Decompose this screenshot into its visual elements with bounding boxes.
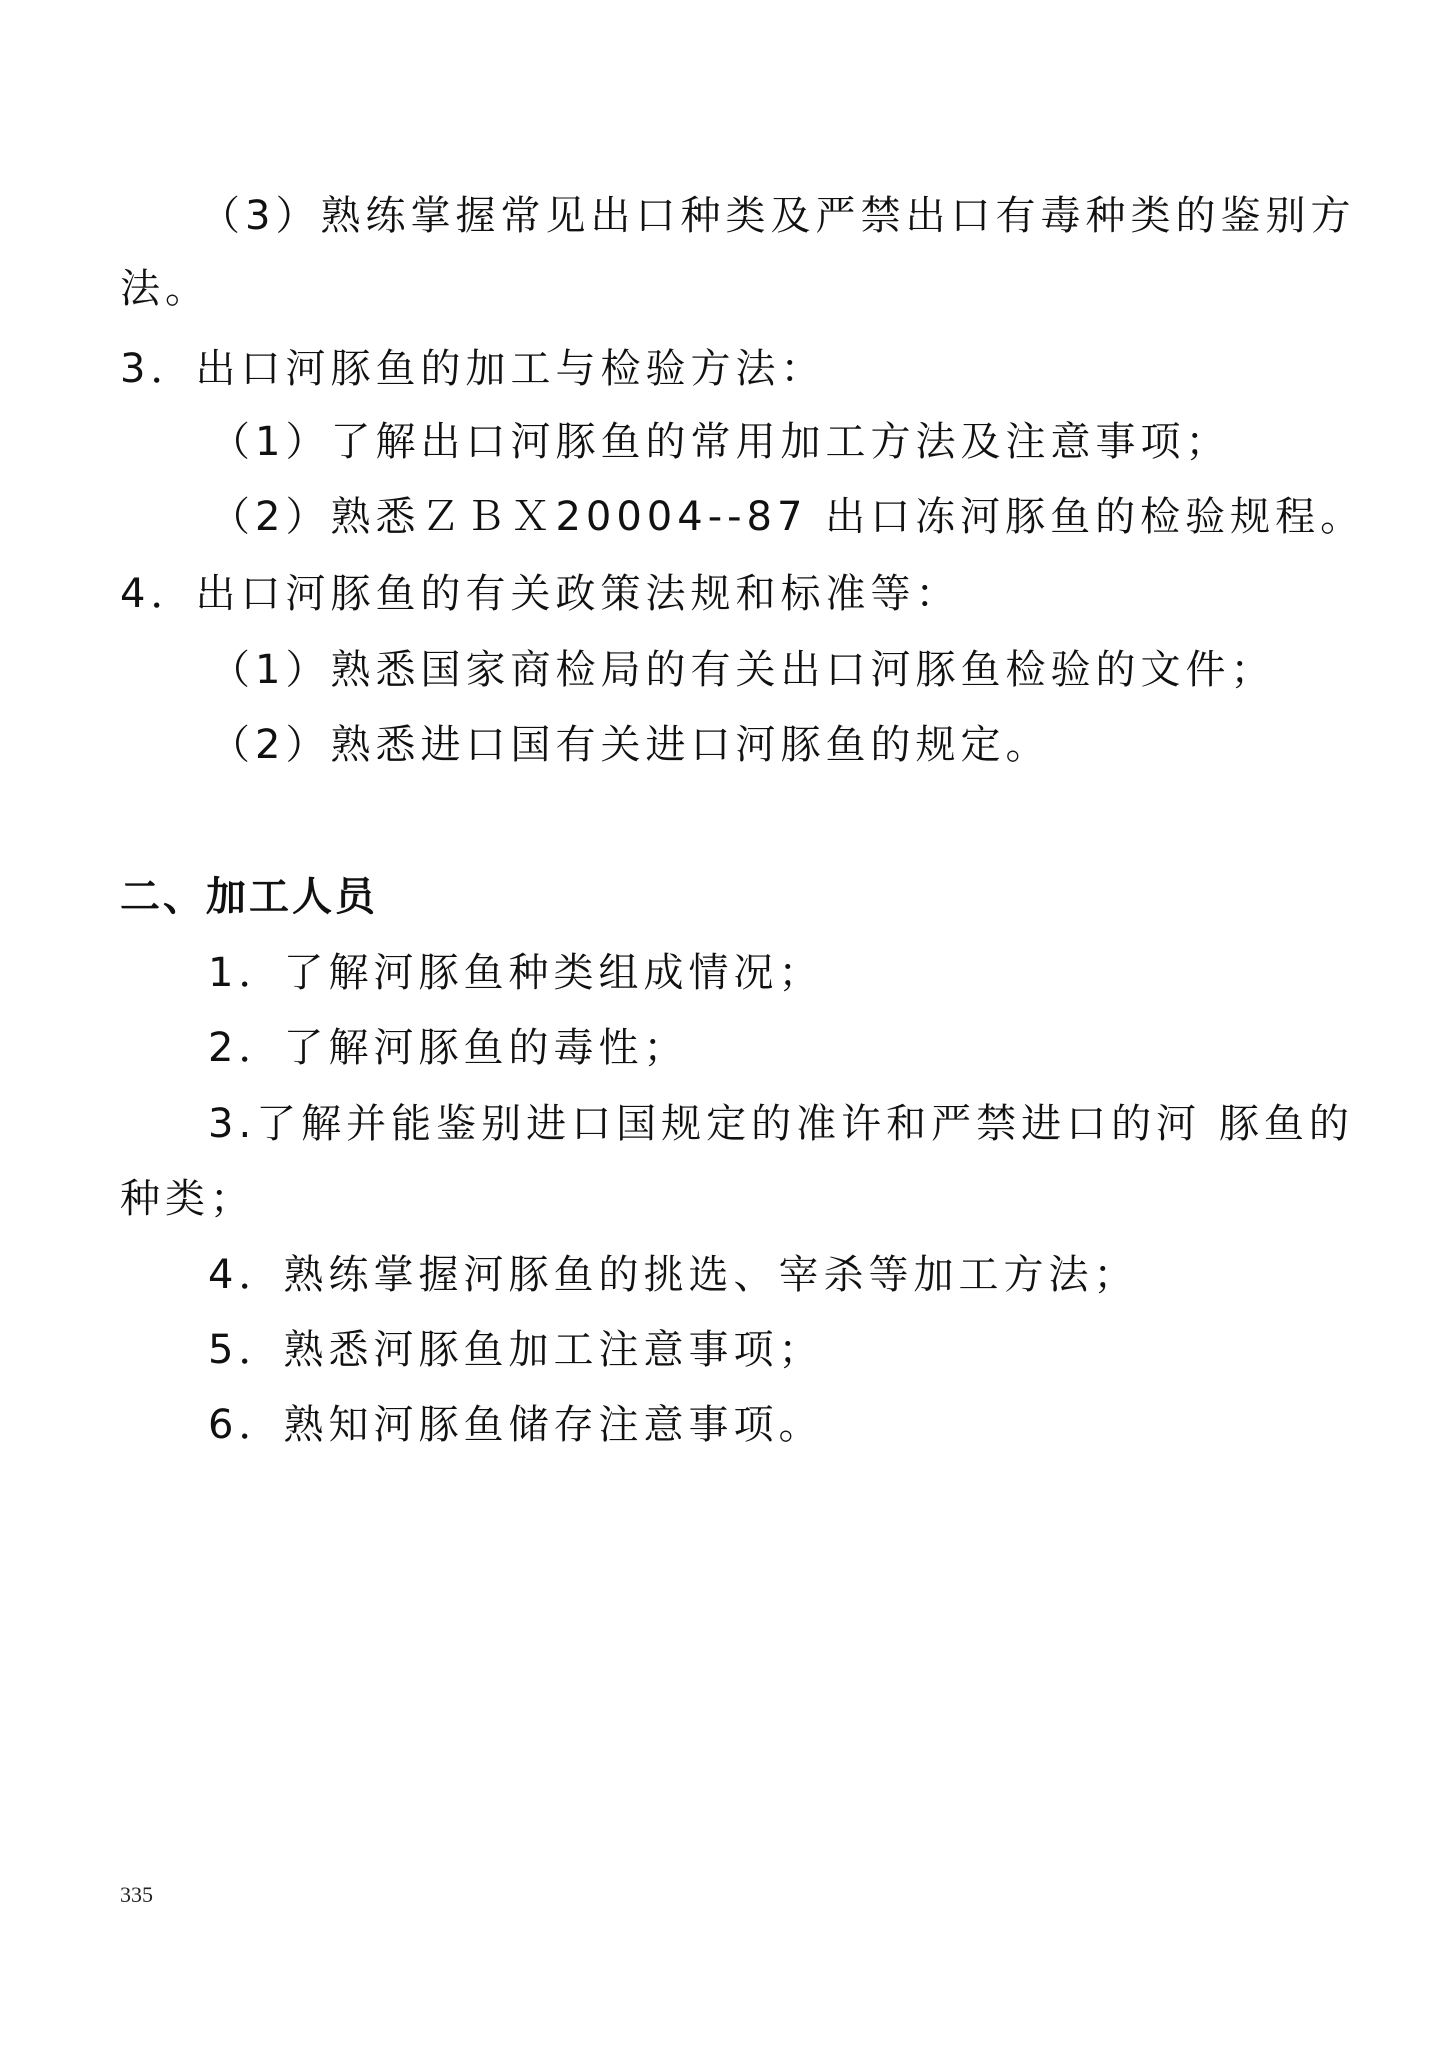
list-item: 6．熟知河豚鱼储存注意事项。 [208,1402,824,1448]
section-heading: 3．出口河豚鱼的加工与检验方法： [120,346,826,392]
chapter-heading: 二、加工人员 [120,874,378,920]
list-item: 2．了解河豚鱼的毒性； [208,1025,689,1071]
text-line: （2）熟悉ＺＢＸ20004--87 出口冻河豚鱼的检验规程。 [210,494,1366,540]
text-line: 法。 [120,266,210,312]
list-item: 3.了解并能鉴别进口国规定的准许和严禁进口的河 豚鱼的 [208,1101,1354,1147]
text-line: （1）熟悉国家商检局的有关出口河豚鱼检验的文件； [210,647,1276,693]
list-item: 5．熟悉河豚鱼加工注意事项； [208,1327,824,1373]
text-line: （3）熟练掌握常见出口种类及严禁出口有毒种类的鉴别方 [200,193,1356,239]
page-number: 335 [120,1882,153,1907]
list-item: 1．了解河豚鱼种类组成情况； [208,950,824,996]
list-item: 4．熟练掌握河豚鱼的挑选、宰杀等加工方法； [208,1252,1139,1298]
list-item: 种类； [120,1176,255,1222]
section-heading: 4．出口河豚鱼的有关政策法规和标准等： [120,571,961,617]
text-line: （1）了解出口河豚鱼的常用加工方法及注意事项； [210,419,1231,465]
text-line: （2）熟悉进口国有关进口河豚鱼的规定。 [210,722,1051,768]
